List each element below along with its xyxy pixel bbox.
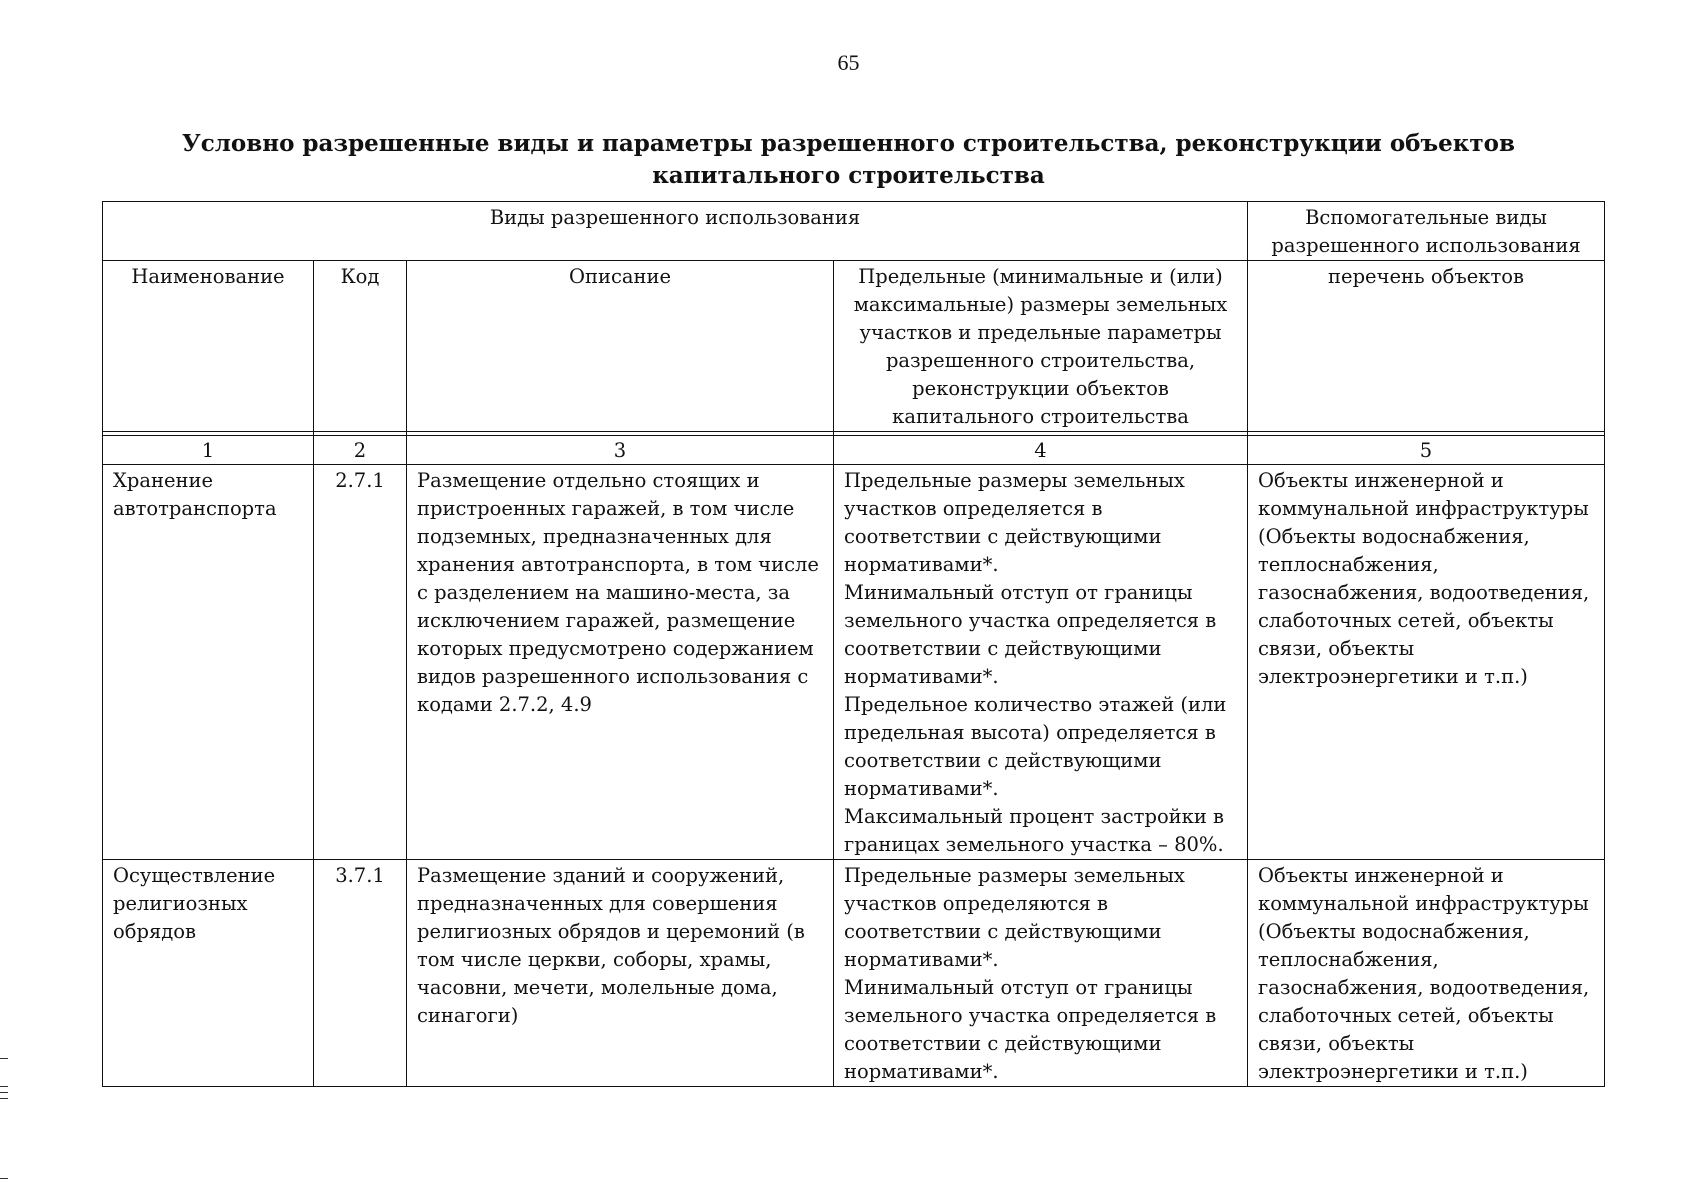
row-limits: [834, 860, 1248, 1087]
column-number: 3: [407, 436, 834, 465]
scan-margin-mark: [0, 1178, 8, 1179]
column-number: 2: [314, 436, 407, 465]
limit-item: Предельное количество этажей (или предельная высота) определяется в соответствии с действующими нормативами*.: [844, 693, 1227, 800]
row-code: 2.7.1: [314, 465, 407, 860]
column-number: 4: [834, 436, 1248, 465]
limit-item: Предельные размеры земельных участков определяются в соответствии с действующими нормативами*.: [844, 864, 1185, 971]
column-header-row: [103, 261, 1605, 432]
column-header-objects: перечень объектов: [1248, 261, 1605, 432]
scan-margin-mark: [0, 1086, 8, 1087]
row-name: Хранение автотранспорта: [103, 465, 314, 860]
regulations-table: [102, 201, 1605, 1087]
row-description: Размещение отдельно стоящих и пристроенных гаражей, в том числе подземных, предназначенных для хранения автотранспорта, в том числе с разделением на машино-места, за исключением гаражей, размещение которых предусмотрено содержанием видов разрешенного использования с кодами 2.7.2, 4.9: [407, 465, 834, 860]
document-title: [150, 128, 1547, 192]
limit-item: Минимальный отступ от границы земельного участка определяется в соответствии с действующими нормативами*.: [844, 976, 1217, 1083]
scan-margin-mark: [0, 1092, 8, 1093]
title-line-2: капитального строительства: [652, 162, 1045, 189]
title-line-1: Условно разрешенные виды и параметры разрешенного строительства, реконструкции объектов: [182, 130, 1515, 157]
limit-item: Предельные размеры земельных участков определяется в соответствии с действующими нормативами*.: [844, 469, 1185, 576]
row-objects: Объекты инженерной и коммунальной инфраструктуры (Объекты водоснабжения, теплоснабжения, газоснабжения, водоотведения, слаботочных сетей, объекты связи, объекты электроэнергетики и т.п.): [1248, 860, 1605, 1087]
column-header-code: Код: [314, 261, 407, 432]
scan-margin-mark: [0, 1098, 8, 1099]
column-header-limits: Предельные (минимальные и (или) максимальные) размеры земельных участков и предельные параметры разрешенного строительства, реконструкции объектов капитального строительства: [834, 261, 1248, 432]
row-name: Осуществление религиозных обрядов: [103, 860, 314, 1087]
column-number-row: [103, 436, 1605, 465]
column-number: 5: [1248, 436, 1605, 465]
table-row: [103, 860, 1605, 1087]
group-header-row: [103, 202, 1605, 261]
row-code: 3.7.1: [314, 860, 407, 1087]
limit-item: Максимальный процент застройки в границах земельного участка – 80%.: [844, 805, 1225, 856]
group-header-aux: Вспомогательные виды разрешенного использования: [1248, 202, 1605, 261]
column-header-name: Наименование: [103, 261, 314, 432]
table-row: [103, 465, 1605, 860]
row-objects: Объекты инженерной и коммунальной инфраструктуры (Объекты водоснабжения, теплоснабжения, газоснабжения, водоотведения, слаботочных сетей, объекты связи, объекты электроэнергетики и т.п.): [1248, 465, 1605, 860]
scan-margin-mark: [0, 1058, 8, 1059]
group-header-main: Виды разрешенного использования: [103, 202, 1248, 261]
row-description: Размещение зданий и сооружений, предназначенных для совершения религиозных обрядов и церемоний (в том числе церкви, соборы, храмы, часовни, мечети, молельные дома, синагоги): [407, 860, 834, 1087]
page-number: 65: [837, 50, 860, 75]
row-limits: [834, 465, 1248, 860]
limit-item: Минимальный отступ от границы земельного участка определяется в соответствии с действующими нормативами*.: [844, 581, 1217, 688]
column-number: 1: [103, 436, 314, 465]
column-header-description: Описание: [407, 261, 834, 432]
